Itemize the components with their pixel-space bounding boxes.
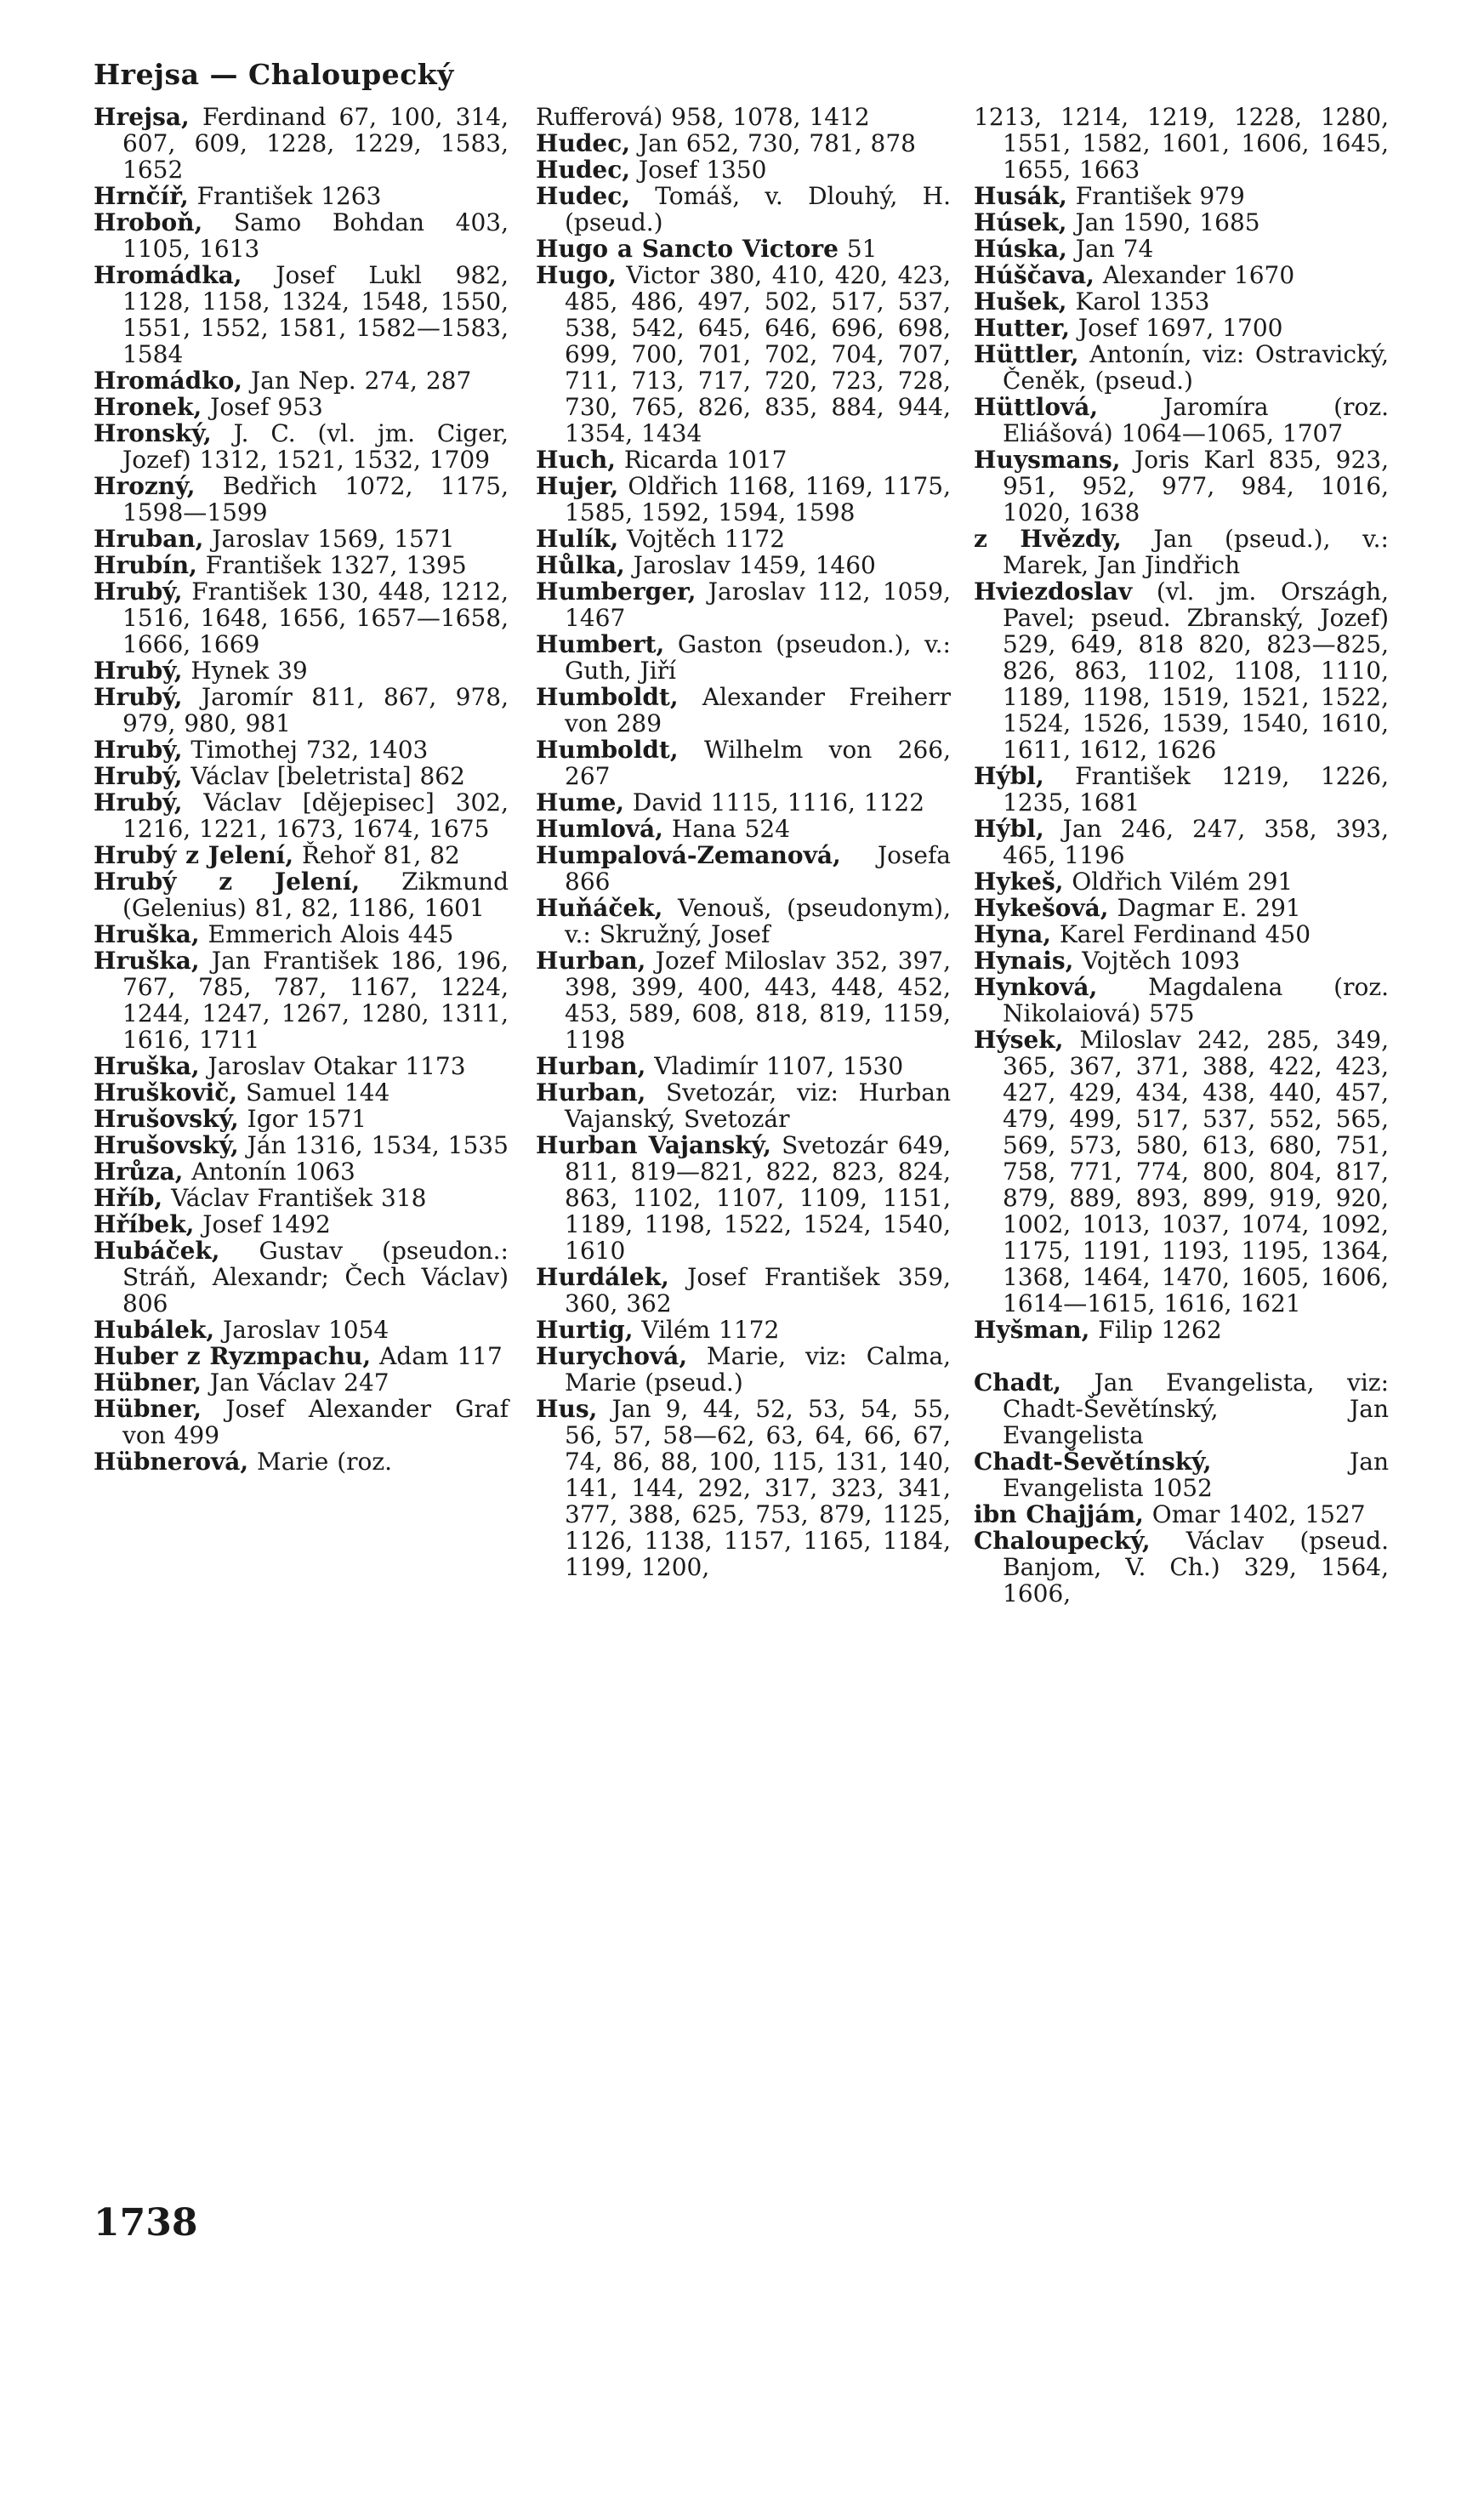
entry-headword: Huber z Ryzmpachu,	[94, 1342, 372, 1370]
entry-references: Václav [beletrista] 862	[182, 762, 465, 790]
entry-headword: Hrůza,	[94, 1158, 184, 1186]
entry-headword: Hýsek,	[974, 1026, 1064, 1054]
index-entry	[974, 763, 1389, 816]
entry-references: Wilhelm von 266, 267	[565, 736, 951, 790]
entry-references: Rufferová) 958, 1078, 1412	[536, 103, 870, 131]
entry-headword: ibn Chajjám,	[974, 1500, 1144, 1528]
entry-references: Jan 246, 247, 358, 393, 465, 1196	[1003, 815, 1389, 869]
entry-references: Jan Nep. 274, 287	[242, 367, 472, 395]
entry-references: Josef Lukl 982, 1128, 1158, 1324, 1548, 1550, 1551, 1552, 1581, 1582—1583, 1584	[122, 261, 509, 368]
entry-headword: Húsek,	[974, 208, 1067, 236]
index-entry	[536, 684, 951, 737]
entry-references: Josef 1697, 1700	[1069, 314, 1283, 342]
entry-references: Jan František 186, 196, 767, 785, 787, 1167, 1224, 1244, 1247, 1267, 1280, 1311, 1616, 1711	[122, 947, 509, 1054]
index-entry	[536, 789, 951, 816]
index-entry	[974, 394, 1389, 447]
entry-references: Jan 9, 44, 52, 53, 54, 55, 56, 57, 58—62, 63, 64, 66, 67, 74, 86, 88, 100, 115, 131, 140, 141, 144, 292, 317, 323, 341, 377, 388, 625, 753, 879, 1125, 1126, 1138, 1157, 1165, 1184, 1199, 1200,	[565, 1395, 951, 1581]
entry-references: Jan 74	[1066, 235, 1154, 263]
entry-references: Ricarda 1017	[615, 446, 787, 474]
entry-references: Jan Evangelista 1052	[1003, 1448, 1389, 1502]
entry-headword: Hrubý,	[94, 736, 183, 764]
index-entry	[94, 1369, 509, 1396]
entry-headword: Hruška,	[94, 947, 200, 975]
entry-headword: Huysmans,	[974, 446, 1121, 474]
entry-headword: Hynais,	[974, 947, 1074, 975]
entry-references: Victor 380, 410, 420, 423, 485, 486, 497, 502, 517, 537, 538, 542, 645, 646, 696, 698, 699, 700, 701, 702, 704, 707, 711, 713, 717, 720, 723, 728, 730, 765, 826, 835, 884, 944, 1354, 1434	[565, 261, 951, 447]
entry-references: Joris Karl 835, 923, 951, 952, 977, 984, 1016, 1020, 1638	[1003, 446, 1389, 526]
index-entry	[94, 1211, 509, 1238]
index-entry	[536, 1053, 951, 1079]
entry-references: Jaroslav 1569, 1571	[203, 525, 455, 553]
index-entry	[536, 816, 951, 842]
index-entry	[974, 816, 1389, 868]
index-entry	[536, 236, 951, 262]
entry-headword: Hubálek,	[94, 1316, 215, 1344]
entry-references: Svetozár, viz: Hurban Vajanský, Svetozár	[565, 1078, 951, 1133]
entry-headword: Hüttler,	[974, 340, 1079, 368]
index-entry	[974, 104, 1389, 183]
entry-headword: Hrnčíř,	[94, 182, 189, 210]
entry-headword: Chadt-Ševětínský,	[974, 1448, 1212, 1476]
index-entry	[974, 868, 1389, 895]
entry-headword: Hurban,	[536, 1052, 646, 1080]
entry-headword: Hrubý,	[94, 762, 183, 790]
entry-headword: Hüttlová,	[974, 393, 1099, 421]
index-entry	[974, 447, 1389, 526]
entry-references: Venouš, (pseudonym), v.: Skružný, Josef	[565, 894, 951, 948]
entry-headword: Hykešová,	[974, 894, 1109, 922]
entry-headword: Hromádko,	[94, 367, 243, 395]
entry-references: František 1219, 1226, 1235, 1681	[1003, 762, 1389, 817]
entry-references: Jan Evangelista, viz: Chadt-Ševětínský, Jan Evangelista	[1003, 1368, 1389, 1449]
entry-references: Vilém 1172	[633, 1316, 780, 1344]
index-entry	[974, 262, 1389, 288]
entry-headword: Humbert,	[536, 630, 665, 658]
entry-references: Jaroslav Otakar 1173	[199, 1052, 466, 1080]
index-entry	[974, 1027, 1389, 1317]
entry-references: Antonín, viz: Ostravický, Čeněk, (pseud.)	[1003, 340, 1389, 395]
entry-headword: Humboldt,	[536, 736, 679, 764]
entry-headword: Hurtig,	[536, 1316, 634, 1344]
entry-references: Omar 1402, 1527	[1143, 1500, 1366, 1528]
entry-headword: Hříb,	[94, 1184, 163, 1212]
index-entry	[94, 552, 509, 578]
entry-headword: Hrušovský,	[94, 1131, 239, 1159]
entry-headword: Húska,	[974, 235, 1067, 263]
entry-headword: Chaloupecký,	[974, 1527, 1151, 1555]
entry-headword: Hus,	[536, 1395, 598, 1423]
column-2	[536, 104, 951, 1580]
index-entry	[94, 737, 509, 763]
entry-references: Gaston (pseudon.), v.: Guth, Jiří	[565, 630, 951, 685]
index-entry	[536, 183, 951, 236]
index-entry	[974, 895, 1389, 921]
index-entry	[94, 473, 509, 526]
index-entry	[974, 183, 1389, 209]
entry-headword: Húščava,	[974, 261, 1095, 289]
entry-headword: Hynková,	[974, 973, 1098, 1001]
entry-references: František 1263	[188, 182, 382, 210]
index-entry	[94, 1238, 509, 1317]
entry-headword: Hýbl,	[974, 815, 1044, 843]
index-entry	[974, 947, 1389, 974]
entry-headword: Hrubý z Jelení,	[94, 841, 294, 869]
entry-references: Josef František 359, 360, 362	[565, 1263, 951, 1317]
entry-references: Josef 1350	[630, 156, 767, 184]
index-entry	[974, 1528, 1389, 1607]
entry-headword: Humberger,	[536, 578, 697, 606]
entry-headword: z Hvězdy,	[974, 525, 1122, 553]
entry-headword: Hurban,	[536, 1078, 646, 1107]
entry-references: Vojtěch 1172	[618, 525, 786, 553]
entry-headword: Hudec,	[536, 156, 631, 184]
entry-references: Svetozár 649, 811, 819—821, 822, 823, 824, 863, 1102, 1107, 1109, 1151, 1189, 1198, 1522, 1524, 1540, 1610	[565, 1131, 951, 1265]
entry-references: 1213, 1214, 1219, 1228, 1280, 1551, 1582, 1601, 1606, 1645, 1655, 1663	[974, 103, 1389, 184]
index-entry	[94, 394, 509, 420]
entry-references: Josef Alexander Graf von 499	[122, 1395, 509, 1449]
index-entry	[94, 868, 509, 921]
entry-references: Zikmund (Gelenius) 81, 82, 1186, 1601	[122, 868, 509, 922]
index-entry	[94, 1396, 509, 1448]
entry-references: Tomáš, v. Dlouhý, H. (pseud.)	[565, 182, 951, 236]
entry-headword: Hulík,	[536, 525, 619, 553]
entry-references: František 979	[1066, 182, 1245, 210]
index-entry	[536, 1132, 951, 1264]
entry-references: Filip 1262	[1089, 1316, 1222, 1344]
index-entry	[94, 763, 509, 789]
entry-references: Josef 1492	[194, 1210, 331, 1238]
index-entry	[536, 473, 951, 526]
entry-headword: Hyšman,	[974, 1316, 1090, 1344]
entry-headword: Hruška,	[94, 1052, 200, 1080]
index-entry	[536, 1317, 951, 1343]
entry-references: Jan 652, 730, 781, 878	[630, 129, 916, 157]
entry-headword: Hurban Vajanský,	[536, 1131, 771, 1159]
index-entry	[94, 1185, 509, 1211]
entry-headword: Hrozný,	[94, 472, 196, 500]
column-1	[94, 104, 509, 1475]
index-entry	[974, 341, 1389, 394]
entry-headword: Hronský,	[94, 419, 212, 447]
entry-headword: Hyna,	[974, 920, 1051, 948]
entry-headword: Hušek,	[974, 287, 1067, 316]
entry-references: Vladimír 1107, 1530	[645, 1052, 904, 1080]
index-entry	[974, 578, 1389, 763]
entry-references: Václav František 318	[162, 1184, 427, 1212]
entry-references: Igor 1571	[238, 1105, 367, 1133]
entry-references: František 1327, 1395	[196, 551, 467, 579]
entry-references: Jaroslav 112, 1059, 1467	[565, 578, 951, 632]
entry-references: Oldřich 1168, 1169, 1175, 1585, 1592, 1594, 1598	[565, 472, 951, 526]
entry-references: Karol 1353	[1066, 287, 1210, 316]
entry-references: Jaroslav 1459, 1460	[624, 551, 876, 579]
entry-headword: Hýbl,	[974, 762, 1044, 790]
index-entry	[536, 156, 951, 183]
entry-references: Bedřich 1072, 1175, 1598—1599	[122, 472, 509, 526]
entry-references: Dagmar E. 291	[1108, 894, 1301, 922]
index-entry	[94, 1317, 509, 1343]
entry-references: Oldřich Vilém 291	[1063, 868, 1294, 896]
index-entry	[536, 1396, 951, 1580]
entry-headword: Hrubín,	[94, 551, 197, 579]
entry-headword: Hübner,	[94, 1395, 202, 1423]
entry-headword: Hujer,	[536, 472, 619, 500]
page-header: Hrejsa — Chaloupecký	[94, 58, 454, 91]
entry-headword: Huch,	[536, 446, 616, 474]
entry-references: Antonín 1063	[183, 1158, 355, 1186]
index-entry	[536, 947, 951, 1053]
entry-references: 51	[838, 235, 878, 263]
entry-headword: Hruban,	[94, 525, 204, 553]
column-3	[974, 104, 1389, 1607]
entry-headword: Hurban,	[536, 947, 646, 975]
entry-headword: Humboldt,	[536, 683, 679, 711]
index-entry	[536, 104, 951, 130]
entry-headword: Hruškovič,	[94, 1078, 238, 1107]
entry-headword: Husák,	[974, 182, 1067, 210]
entry-headword: Hubáček,	[94, 1237, 220, 1265]
entry-references: Samo Bohdan 403, 1105, 1613	[122, 208, 509, 263]
entry-headword: Hrubý,	[94, 683, 183, 711]
entry-headword: Hrubý,	[94, 657, 183, 685]
index-entry	[536, 842, 951, 895]
index-entry	[94, 1132, 509, 1158]
entry-headword: Hromádka,	[94, 261, 242, 289]
index-entry	[536, 1079, 951, 1132]
entry-references: Timothej 732, 1403	[182, 736, 429, 764]
index-entry	[974, 288, 1389, 315]
index-entry	[94, 921, 509, 947]
index-entry	[94, 1343, 509, 1369]
index-entry	[94, 842, 509, 868]
entry-references: Jaroslav 1054	[214, 1316, 389, 1344]
entry-headword: Hugo a Sancto Victore	[536, 235, 839, 263]
entry-references: Ferdinand 67, 100, 314, 607, 609, 1228, 1229, 1583, 1652	[122, 103, 509, 184]
entry-headword: Huňáček,	[536, 894, 663, 922]
entry-references: Ján 1316, 1534, 1535	[238, 1131, 509, 1159]
index-entry	[536, 895, 951, 947]
index-entry	[94, 657, 509, 684]
index-entry	[974, 921, 1389, 947]
entry-references: Václav (pseud. Banjom, V. Ch.) 329, 1564, 1606,	[1003, 1527, 1389, 1607]
entry-headword: Hutter,	[974, 314, 1070, 342]
index-entry	[94, 1448, 509, 1475]
entry-references: František 130, 448, 1212, 1516, 1648, 1656, 1657—1658, 1666, 1669	[122, 578, 509, 658]
entry-headword: Hříbek,	[94, 1210, 195, 1238]
index-entry	[536, 262, 951, 447]
entry-headword: Humlová,	[536, 815, 663, 843]
entry-headword: Hugo,	[536, 261, 617, 289]
index-entry	[536, 526, 951, 552]
entry-headword: Hrubý,	[94, 578, 183, 606]
index-entry	[94, 578, 509, 657]
index-entry	[94, 183, 509, 209]
entry-headword: Hurychová,	[536, 1342, 688, 1370]
entry-references: Samuel 144	[237, 1078, 390, 1107]
index-entry	[94, 1053, 509, 1079]
index-entry	[536, 737, 951, 789]
entry-headword: Hurdálek,	[536, 1263, 669, 1291]
entry-references: Hana 524	[662, 815, 791, 843]
entry-references: Vojtěch 1093	[1073, 947, 1241, 975]
entry-references: Miloslav 242, 285, 349, 365, 367, 371, 388, 422, 423, 427, 429, 434, 438, 440, 457, 479, 499, 517, 537, 552, 565, 569, 573, 580, 613, 680, 751, 758, 771, 774, 800, 804, 817, 879, 889, 893, 899, 919, 920, 1002, 1013, 1037, 1074, 1092, 1175, 1191, 1193, 1195, 1364, 1368, 1464, 1470, 1605, 1606, 1614—1615, 1616, 1621	[1003, 1026, 1389, 1317]
entry-references: Řehoř 81, 82	[293, 841, 460, 869]
entry-headword: Hruška,	[94, 920, 200, 948]
entry-references: Alexander Freiherr von 289	[565, 683, 951, 737]
index-entry	[974, 1501, 1389, 1528]
index-entry	[94, 789, 509, 842]
index-columns	[94, 103, 1389, 2162]
entry-headword: Hrejsa,	[94, 103, 190, 131]
index-entry	[536, 631, 951, 684]
index-entry	[94, 684, 509, 737]
index-entry	[974, 974, 1389, 1027]
index-entry	[536, 447, 951, 473]
entry-references: Václav [dějepisec] 302, 1216, 1221, 1673, 1674, 1675	[122, 788, 509, 843]
entry-headword: Hübner,	[94, 1368, 202, 1397]
index-entry	[974, 1317, 1389, 1343]
index-entry	[974, 315, 1389, 341]
entry-headword: Hůlka,	[536, 551, 625, 579]
index-entry	[536, 130, 951, 156]
index-entry	[974, 209, 1389, 236]
index-entry	[974, 236, 1389, 262]
entry-references: Karel Ferdinand 450	[1050, 920, 1311, 948]
entry-headword: Hronek,	[94, 393, 202, 421]
entry-headword: Hrubý z Jelení,	[94, 868, 361, 896]
index-entry	[536, 578, 951, 631]
index-entry	[974, 1369, 1389, 1448]
entry-references: J. C. (vl. jm. Ciger, Jozef) 1312, 1521, 1532, 1709	[122, 419, 509, 474]
entry-headword: Hudec,	[536, 182, 631, 210]
entry-references: Jozef Miloslav 352, 397, 398, 399, 400, 443, 448, 452, 453, 589, 608, 818, 819, 1159, 1198	[565, 947, 951, 1054]
entry-references: Marie, viz: Calma, Marie (pseud.)	[565, 1342, 951, 1397]
index-entry	[94, 420, 509, 473]
entry-headword: Hudec,	[536, 129, 631, 157]
index-entry	[536, 552, 951, 578]
entry-headword: Hume,	[536, 788, 625, 817]
entry-headword: Hübnerová,	[94, 1448, 249, 1476]
index-entry	[974, 1448, 1389, 1501]
index-entry	[94, 526, 509, 552]
entry-references: Hynek 39	[182, 657, 308, 685]
entry-references: Adam 117	[371, 1342, 503, 1370]
entry-headword: Hykeš,	[974, 868, 1064, 896]
entry-references: Jan Václav 247	[202, 1368, 389, 1397]
entry-headword: Hrubý,	[94, 788, 183, 817]
entry-references: Marie (roz.	[248, 1448, 393, 1476]
entry-headword: Hrušovský,	[94, 1105, 239, 1133]
entry-references: Jaromíra (roz. Eliášová) 1064—1065, 1707	[1003, 393, 1389, 447]
entry-references: Gustav (pseudon.: Stráň, Alexandr; Čech Václav) 806	[122, 1237, 509, 1317]
entry-references: Josef 953	[202, 393, 323, 421]
entry-headword: Hroboň,	[94, 208, 203, 236]
page-number: 1738	[94, 2201, 198, 2245]
index-entry	[94, 1079, 509, 1106]
entry-references: Jaromír 811, 867, 978, 979, 980, 981	[122, 683, 509, 737]
entry-references: (vl. jm. Országh, Pavel; pseud. Zbranský, Jozef) 529, 649, 818 820, 823—825, 826, 863, 1102, 1108, 1110, 1189, 1198, 1519, 1521, 1522, 1524, 1526, 1539, 1540, 1610, 1611, 1612, 1626	[1003, 578, 1389, 764]
entry-references: David 1115, 1116, 1122	[624, 788, 925, 817]
index-entry	[94, 1158, 509, 1185]
entry-references: Jan 1590, 1685	[1066, 208, 1260, 236]
index-entry	[536, 1343, 951, 1396]
entry-headword: Chadt,	[974, 1368, 1062, 1397]
entry-headword: Hviezdoslav	[974, 578, 1133, 606]
index-entry	[94, 367, 509, 394]
entry-references: Josefa 866	[565, 841, 951, 896]
index-entry	[94, 262, 509, 367]
entry-headword: Humpalová-Zemanová,	[536, 841, 841, 869]
entry-references: Jan (pseud.), v.: Marek, Jan Jindřich	[1003, 525, 1389, 579]
index-entry	[536, 1264, 951, 1317]
index-entry	[94, 1106, 509, 1132]
entry-references: Magdalena (roz. Nikolaiová) 575	[1003, 973, 1389, 1027]
index-entry	[974, 526, 1389, 578]
index-entry	[94, 209, 509, 262]
entry-references: Alexander 1670	[1094, 261, 1295, 289]
entry-references: Emmerich Alois 445	[199, 920, 454, 948]
index-entry	[94, 104, 509, 183]
index-entry	[94, 947, 509, 1053]
